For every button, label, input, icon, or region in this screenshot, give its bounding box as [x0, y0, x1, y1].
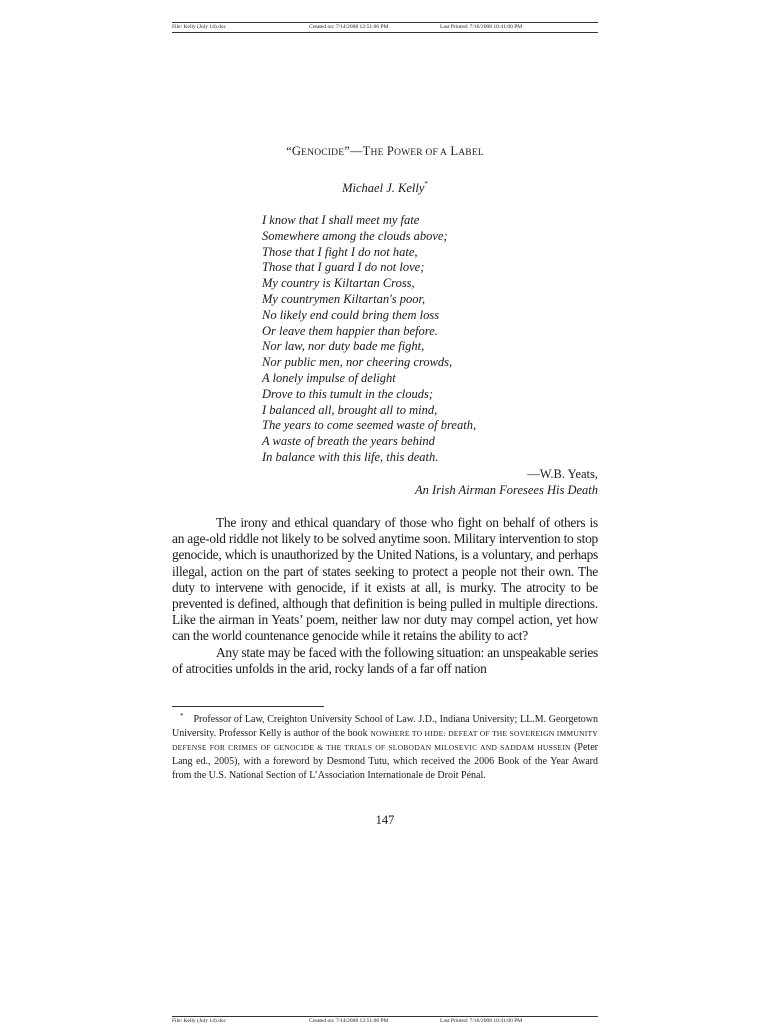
- poem-line: A lonely impulse of delight: [262, 370, 396, 385]
- page-number: 147: [375, 813, 395, 827]
- footer-printed-date: Last Printed: 7/16/2008 10:41:00 PM: [440, 1018, 523, 1024]
- header-file-name: File: Kelly (July 14).doc: [172, 24, 227, 30]
- title-initial-l: L: [450, 144, 459, 158]
- title-smallcaps-label: ABEL: [458, 148, 484, 158]
- poem-line: The years to come seemed waste of breath,: [262, 418, 477, 433]
- poem-line: A waste of breath the years behind: [262, 434, 435, 449]
- poem-line: I balanced all, brought all to mind,: [262, 402, 438, 417]
- footnote: [172, 713, 598, 783]
- poem-line: Or leave them happier than before.: [262, 323, 438, 338]
- poem-line: My country is Kiltartan Cross,: [262, 276, 415, 291]
- header-created-date: Created on: 7/14/2008 12:51:00 PM: [309, 24, 389, 30]
- poem-line: In balance with this life, this death.: [262, 449, 439, 464]
- title-smallcaps-the: HE: [370, 148, 384, 158]
- poem-attribution: [300, 467, 598, 499]
- poem-line: No likely end could bring them loss: [262, 307, 440, 322]
- article-author: [172, 180, 598, 196]
- title-initial-g: G: [291, 144, 302, 158]
- poem-line: Drove to this tumult in the clouds;: [262, 386, 434, 401]
- author-footnote-marker: *: [424, 180, 428, 188]
- footer-created-date: Created on: 7/14/2008 12:51:00 PM: [309, 1018, 389, 1024]
- body-text: [172, 515, 598, 677]
- epigraph-poem: [262, 213, 598, 466]
- running-footer: [172, 1016, 598, 1026]
- header-printed-date: Last Printed: 7/16/2008 10:41:00 PM: [440, 24, 523, 30]
- article-title: [172, 143, 598, 161]
- attribution-author: —W.B. Yeats,: [527, 467, 598, 481]
- title-initial-t: T: [362, 144, 371, 158]
- footnote-divider: [172, 706, 324, 707]
- footnote-marker: *: [180, 712, 184, 720]
- running-header: [172, 22, 598, 33]
- attribution-work-title: An Irish Airman Foresees His Death: [415, 482, 598, 497]
- body-paragraph: The irony and ethical quandary of those who fight on behalf of others is an age-old riddle not likely to be solved anytime soon. Military intervention to stop genocide, which is unauthorized by the United Nations, is a voluntary, and perhaps illegal, action on the part of states seeking to protect a people not their own. The duty to intervene with genocide, if it exists at all, is murky. The atrocity to be prevented is defined, although that definition is being pulled in multiple directions. Like the airman in Yeats’ poem, neither law nor duty may compel action, yet how can the world countenance genocide while it retains the ability to act?: [172, 515, 598, 644]
- title-dash: ”—: [344, 144, 363, 158]
- poem-line: My countrymen Kiltartan's poor,: [262, 291, 426, 306]
- title-smallcaps-genocide: ENOCIDE: [301, 148, 345, 158]
- poem-line: I know that I shall meet my fate: [262, 213, 420, 227]
- poem-line: Nor public men, nor cheering crowds,: [262, 355, 453, 370]
- title-smallcaps-power: OWER OF A: [394, 148, 448, 158]
- footnote-text-end: (Peter Lang ed., 2005), with a foreword by Desmond Tutu, which received the 2006 Book of the Year Award from the U.S. National Section of L’Association Internationale de Droit Pénal.: [172, 742, 598, 781]
- poem-line: Somewhere among the clouds above;: [262, 228, 448, 243]
- title-open-quote: “: [286, 144, 292, 158]
- poem-line: Those that I guard I do not love;: [262, 260, 425, 275]
- author-name: Michael J. Kelly: [342, 181, 425, 195]
- body-paragraph: Any state may be faced with the following situation: an unspeakable series of atrocities unfolds in the arid, rocky lands of a far off nation: [172, 644, 598, 676]
- title-initial-p: P: [386, 144, 395, 158]
- poem-line: Nor law, nor duty bade me fight,: [262, 339, 425, 354]
- footnote-text-start: Professor of Law, Creighton University School of Law. J.D., Indiana University; LL.M. Georgetown University. Professor Kelly is author of the book: [172, 714, 598, 739]
- footer-file-name: File: Kelly (July 14).doc: [172, 1018, 227, 1024]
- footnote-book-title: NOWHERE TO HIDE: DEFEAT OF THE SOVEREIGN IMMUNITY DEFENSE FOR CRIMES OF GENOCIDE & THE TRIALS OF SLOBODAN MILOSEVIC AND SADDAM HUSSEIN: [172, 729, 598, 752]
- poem-line: Those that I fight I do not hate,: [262, 244, 418, 259]
